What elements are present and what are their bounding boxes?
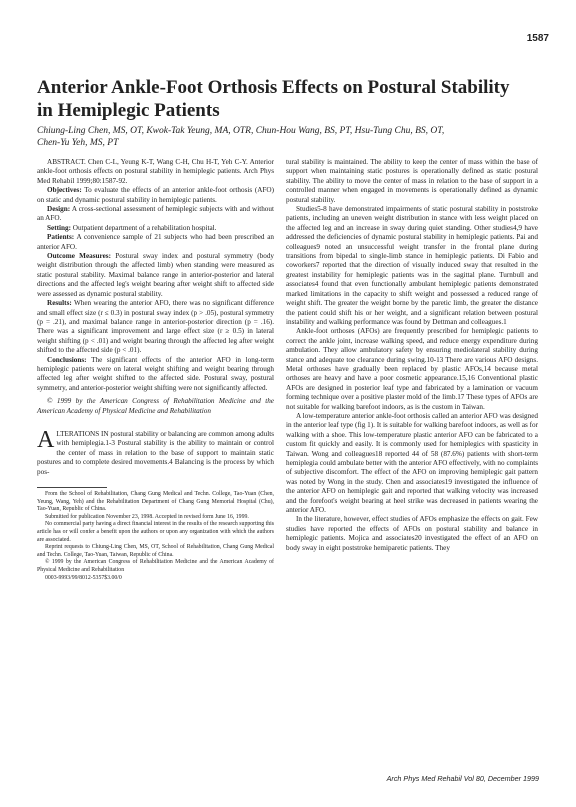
authors-line-2: Chen-Yu Yeh, MS, PT bbox=[37, 138, 119, 148]
intro-smallcaps: LTERATIONS bbox=[56, 429, 100, 438]
footnote-disclosure: No commercial party having a direct financial interest in the results of the research supporting this article has or will confer a benefit upon the authors or upon any organization with which the authors are associated. bbox=[37, 521, 274, 543]
intro-paragraph bbox=[37, 426, 274, 477]
intro-text: IN postural stability or balancing are common among adults with hemiplegia.1-3 Postural stability is the ability to maintain or control the center of mass in relation to the base of support to maintain static postures and to complete desired movements.4 Balancing is the process by which pos- bbox=[37, 429, 274, 476]
authors-line-1: Chiung-Ling Chen, MS, OT, Kwok-Tak Yeung, MA, OTR, Chun-Hou Wang, BS, PT, Hsu-Tung Chu, BS, OT, bbox=[37, 126, 445, 136]
body-paragraph-3: Ankle-foot orthoses (AFOs) are frequently prescribed for hemiplegic patients to correct the ankle joint, increase walking speed, and reduce energy expenditure during ambulation. They allow ambulatory safety by ensuring mediolateral stability during stance and adequate toe clearance during swing.10-13 There are various AFO designs. Metal orthoses have gradually been replaced by plastic AFOs,14 because metal orthoses are heavy and have a poor cosmetic appearance.15,16 Conventional plastic AFOs are designed in posterior leaf type and fabricated by a lamination or vacuum forming technique over a positive plaster mold of the limb.17 These types of AFOs are not suitable for walking barefoot indoors, as is the custom in Taiwan. bbox=[286, 327, 538, 411]
patients-label: Patients: bbox=[47, 233, 75, 242]
footnote-copyright: © 1999 by the American Congress of Rehabilitation Medicine and the American Academy of Physical Medicine and Rehabilitation bbox=[37, 559, 274, 573]
left-column bbox=[37, 158, 274, 582]
conclusions-text: The significant effects of the anterior AFO in long-term hemiplegic patients were on lateral weight shifting and weight bearing through affected leg after weight shifted to the affected side. Postural sway, postural symmetry, and anterior-posterior weight shifting were not significantly affected. bbox=[37, 355, 274, 392]
results-text: When wearing the anterior AFO, there was no significant difference and small effect size (r ≤ 0.3) in postural sway index (p > .05), postural symmetry (p = .21), and maximal balance range in anterior-posterior direction (p = .16). There was a significant improvement and large effect size (r ≥ 0.5) in lateral weight shifting (p < .01) and weight bearing through the affected leg after weight shifted to the affected side (p < .01). bbox=[37, 299, 274, 355]
abstract-citation: ABSTRACT. Chen C-L, Yeung K-T, Wang C-H, Chu H-T, Yeh C-Y. Anterior ankle-foot orthosis effects on postural stability in hemiplegic patients. Arch Phys Med Rehabil 1999;80:1587-92. bbox=[37, 158, 274, 185]
body-paragraph-5: In the literature, however, effect studies of AFOs emphasize the effects on gait. Few studies have reported the effects of AFOs on postural stability and balance in hemiplegic patients. Mojica and associates20 investigated the effect of an AFO on body sway in eight poststroke hemiparetic patients. They bbox=[286, 515, 538, 552]
objectives-label: Objectives: bbox=[47, 186, 82, 195]
abstract-patients bbox=[37, 233, 274, 252]
outcome-label: Outcome Measures: bbox=[47, 252, 111, 261]
design-label: Design: bbox=[47, 205, 71, 214]
abstract-objectives bbox=[37, 186, 274, 205]
objectives-text: To evaluate the effects of an anterior ankle-foot orthosis (AFO) on static and dynamic postural stability in hemiplegic patients. bbox=[37, 186, 274, 204]
abstract-results bbox=[37, 299, 274, 355]
outcome-text: Postural sway index and postural symmetry (body weight distribution through the affected limb) when standing were measured as static postural stability. Maximal balance range in anterior-posterior and lateral directions and the affected leg's weight bearing after weight shift to affected side were assessed as dynamic postural stability. bbox=[37, 252, 275, 298]
article-title bbox=[37, 76, 537, 122]
abstract-setting bbox=[37, 224, 274, 233]
abstract-outcome bbox=[37, 252, 274, 299]
body-paragraph-2: Studies5-8 have demonstrated impairments of static postural stability in poststroke patients, including an uneven weight distribution in stance with less weight placed on the affected leg and an increase in sway during quiet standing. Other studies4,9 have addressed the deficiencies of dynamic postural stability in hemiplegic patients. Pai and colleagues9 noted an unsuccessful weight transfer in the frontal plane during transitions from bipedal to single-limb stance in hemiplegic patients. Di Fabio and coworkers7 reported that the direction of visually induced sway that resulted in the greatest instability for hemiplegic patients was in the sagittal plane. Turnbull and associates4 found that even functionally ambulant hemiplegic patients demonstrated marked limitations in the capacity to shift weight and possessed a reduced range of weight shift. The greater the weight borne by the paretic limb, the greater the distance the patient could shift his or her weight, and a significant relation between postural instability and walking performance was found by Dettman and colleagues.1 bbox=[286, 205, 538, 326]
page-number: 1587 bbox=[526, 33, 549, 44]
design-text: A cross-sectional assessment of hemiplegic subjects with and without an AFO. bbox=[37, 205, 274, 223]
footnote-divider bbox=[37, 487, 107, 488]
setting-label: Setting: bbox=[47, 223, 71, 232]
right-column bbox=[286, 158, 538, 553]
abstract-design bbox=[37, 205, 274, 224]
conclusions-label: Conclusions: bbox=[47, 355, 87, 364]
drop-cap: A bbox=[37, 426, 55, 453]
footnote-issn: 0003-9993/99/8012-5357$3.00/0 bbox=[45, 574, 122, 581]
author-list bbox=[37, 125, 537, 149]
results-label: Results: bbox=[47, 299, 72, 308]
footnotes bbox=[37, 491, 274, 582]
setting-text: Outpatient department of a rehabilitation hospital. bbox=[72, 223, 217, 232]
patients-text: A convenience sample of 21 subjects who had been prescribed an anterior AFO. bbox=[37, 233, 274, 251]
footnote-affiliation: From the School of Rehabilitation, Chang Gung Medical and Techn. College, Tao-Yuan (Chen, Yeung, Wang, Yeh) and the Rehabilitation Department of Chang Gung Memorial Hospital (Chu), Tao-Yuan, Republic of China. bbox=[37, 491, 274, 513]
abstract-copyright: © 1999 by the American Congress of Rehabilitation Medicine and the American Academy of Physical Medicine and Rehabilitation bbox=[37, 397, 274, 415]
journal-footer: Arch Phys Med Rehabil Vol 80, December 1999 bbox=[386, 774, 539, 783]
body-paragraph-4: A low-temperature anterior ankle-foot orthosis called an anterior AFO was designed in the anterior leaf type (fig 1). It is suitable for walking barefoot indoors, as well as for walking with a shoe. This low-temperature plastic anterior AFO can be fabricated to a custom fit quickly and easily. It is commonly used for hemiplegics with spasticity in Taiwan. Wong and colleagues18 reported 44 of 58 (87.6%) patients with short-term hemiplegia could ambulate better with the anterior AFO effectively, with no complaints of subjective discomfort. The effect of the AFO on improving hemiplegic gait pattern was noted by Wong in the study. Chen and associates19 investigated the influence of the anterior AFO on hemiplegic gait and reported that walking velocity was increased and the forefoot's weight bearing at heel strike was decreased in patients wearing the anterior AFO. bbox=[286, 411, 538, 515]
abstract-conclusions bbox=[37, 356, 274, 394]
footnote-reprint: Reprint requests to Chiung-Ling Chen, MS, OT, School of Rehabilitation, Chang Gung Medical and Techn. College, Tao-Yuan, Taiwan, Republic of China. bbox=[37, 544, 274, 558]
abstract bbox=[37, 158, 274, 416]
footnote-submitted: Submitted for publication November 23, 1998. Accepted in revised form June 16, 1999. bbox=[45, 513, 249, 520]
title-line-1: Anterior Ankle-Foot Orthosis Effects on Postural Stability bbox=[37, 77, 510, 98]
body-paragraph-1: tural stability is maintained. The ability to keep the center of mass within the base of support when maintaining static postures is operationally defined as static postural stability. The ability to move the center of mass in relation to the base of support in a controlled manner when engaged in movements is operationally defined as dynamic postural stability. bbox=[286, 158, 538, 204]
title-line-2: in Hemiplegic Patients bbox=[37, 100, 220, 121]
